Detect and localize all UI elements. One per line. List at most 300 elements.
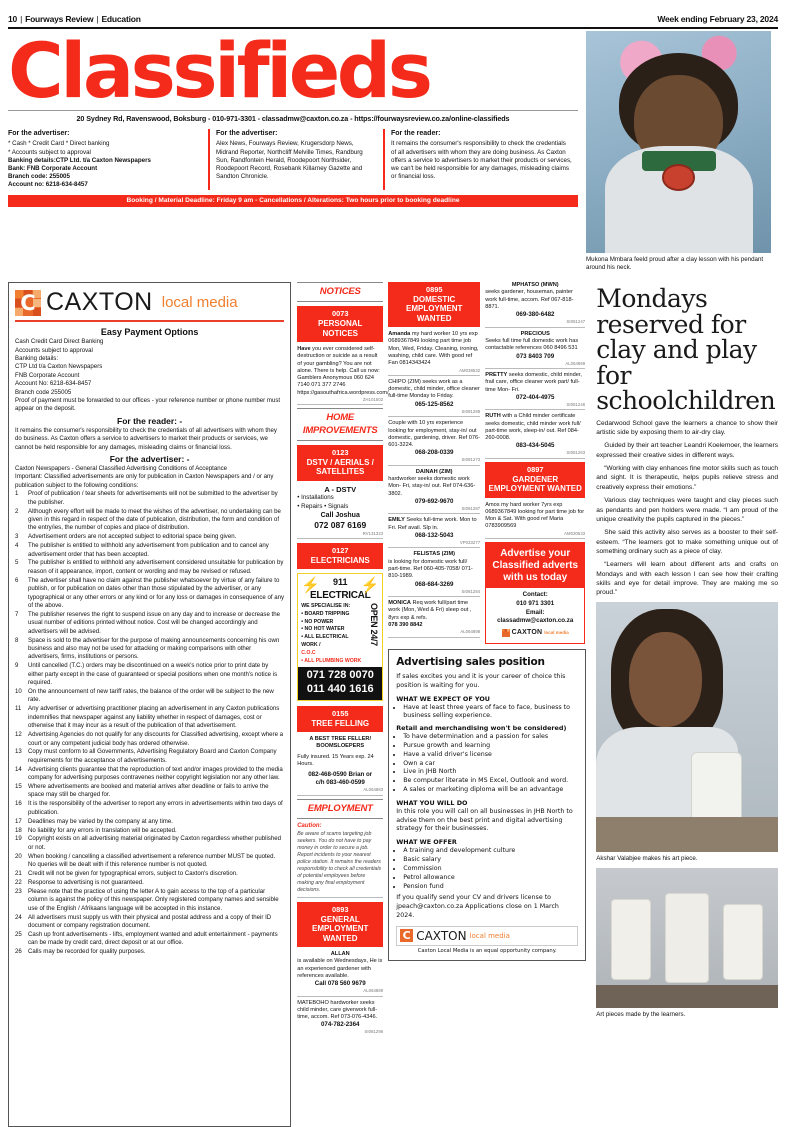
condition-number: 11 bbox=[15, 705, 22, 713]
condition-number: 17 bbox=[15, 817, 22, 825]
payment-line-4: FNB Corporate Account bbox=[15, 371, 80, 379]
condition-text: The publisher reserves the right to suspend issue on any day and to increase or decrease the usual number of editions printed without notice. Cost will be changed accordingly and advertisers will be advised. bbox=[28, 610, 281, 635]
sales-equal-opportunity-note: Caxton Local Media is an equal opportunity company. bbox=[417, 947, 557, 954]
info-col-1-line-2: * Accounts subject to approval bbox=[8, 148, 91, 156]
head-domestic-title: DOMESTIC EMPLOYMENT WANTED bbox=[405, 294, 463, 323]
head-personal-notices-title: PERSONAL NOTICES bbox=[317, 319, 363, 338]
info-col-reader bbox=[383, 129, 578, 189]
head-gardener-num: 0897 bbox=[526, 464, 544, 474]
article-paragraph: She said this activity also serves as a booster to their self-esteem. “The learners got to make something unique out of something ordinary such as a piece of clay. bbox=[596, 529, 778, 555]
condition-text: The advertiser shall have no claim against the publisher whatsoever by virtue of any failure to publish, or for publication on dates other than those stipulated by the advertiser, or any typographical or any other errors or any kind or for any loss or damages in consequence of any of the above. bbox=[28, 576, 285, 609]
advertiser-intro-1: Important: Classified advertisements are only for publication in Caxton Newspapers and / or any publication subject to the following conditions: bbox=[15, 473, 274, 489]
caution-body: Be aware of scams targeting job seekers. You do not have to pay money in order to secure a job. Report incidents to your nearest police station. It remains the readers responsibility to check all credentials of potential employees before making any final employment decisions. bbox=[297, 830, 382, 893]
promo-headline: Advertise your Classified adverts with us today bbox=[486, 543, 584, 588]
condition-number: 21 bbox=[15, 870, 22, 878]
ad-tree-feller[interactable] bbox=[297, 736, 383, 796]
condition-item bbox=[15, 542, 284, 559]
col3-ads-list bbox=[485, 282, 585, 459]
info-col-2-body: Alex News, Fourways Review, Krugersdorp News, Midrand Reporter, Northcliff Melville Times, Randburg Sun, Randfontein Herald, Roodepoort Northsider, Roodepoort Record, Rosebank Killarney Gazette and Sandton Chronicle. bbox=[216, 140, 363, 181]
lightning-bolt-icon-left: ⚡ bbox=[301, 577, 320, 595]
classified-column-2 bbox=[388, 282, 480, 649]
sales-caxton-logo bbox=[396, 926, 578, 946]
ad-phone[interactable]: 065-125-8562 bbox=[414, 400, 454, 408]
condition-text: Copy must conform to all Governments, Advertising Regulatory Board and Caxton Company requirements for the acceptance of advertisements. bbox=[28, 748, 277, 764]
ad-phone[interactable]: 069-380-6482 bbox=[515, 311, 555, 319]
condition-text: Please note that the practice of using the letter A to gain access to the top of a particular column is against the policy of this newspaper. Only registered company names and sensible use of the English / Afrikaans language will be accepted in this instance. bbox=[28, 887, 279, 912]
ad-phone[interactable]: 068-684-3269 bbox=[414, 580, 454, 588]
classified-ad[interactable] bbox=[485, 282, 585, 328]
condition-item bbox=[15, 705, 284, 730]
info-columns bbox=[8, 129, 578, 189]
condition-number: 15 bbox=[15, 783, 22, 791]
ad-911-open-24-7: OPEN 24/7 bbox=[369, 603, 380, 646]
condition-number: 12 bbox=[15, 731, 22, 739]
payment-line-2: Banking details: bbox=[15, 354, 59, 362]
info-col-1-line-1: * Cash * Credit Card * Direct banking bbox=[8, 140, 110, 148]
classified-column-1 bbox=[297, 282, 389, 1127]
ad-phone[interactable]: 079-692-9670 bbox=[414, 497, 454, 505]
condition-text: Proof of publication / tear sheets for advertisements will not be submitted to the advertiser by the publisher. bbox=[28, 490, 278, 506]
conditions-list bbox=[15, 490, 284, 956]
article-headline: Mondays reserved for clay and play for schoolchildren bbox=[596, 284, 776, 416]
ad-name: EMILY bbox=[388, 517, 405, 524]
condition-text: Until cancelled (T.C.) orders may be discontinued on a week's notice prior to print date by either party except in the case of guaranteed or special positions when one month's notice is required. bbox=[28, 662, 278, 687]
condition-text: Copyright exists on all advertising material originated by Caxton regardless whether published or not. bbox=[28, 835, 282, 851]
caxton-logo-word: CAXTON bbox=[46, 288, 153, 317]
list-item: • Petrol allowance bbox=[403, 874, 578, 883]
ad-phone[interactable]: 078 390 8842 bbox=[388, 621, 423, 628]
info-col-1-bank-1: Banking details:CTP Ltd. t/a Caxton Newspapers bbox=[8, 156, 151, 164]
ad-reference: SI081263 bbox=[566, 450, 586, 456]
ad-allan-body: is available on Wednesdays, He is an experienced gardener with references available. bbox=[297, 958, 383, 979]
ad-phone[interactable]: 073 8403 709 bbox=[516, 352, 555, 360]
ad-allan-ref: AL064889 bbox=[363, 988, 384, 994]
sales-intro: If sales excites you and it is your career of choice this position is waiting for you. bbox=[396, 672, 566, 689]
list-item: • Live in JHB North bbox=[403, 768, 578, 777]
condition-number: 4 bbox=[15, 542, 19, 550]
info-col-2-heading: For the advertiser: bbox=[216, 130, 278, 138]
classified-ad[interactable] bbox=[388, 469, 480, 515]
ad-reference: SI081247 bbox=[566, 319, 586, 325]
ad-name: Amanda bbox=[388, 331, 411, 338]
condition-number: 1 bbox=[15, 490, 19, 498]
sales-expect-list-2 bbox=[396, 733, 578, 795]
classified-ad[interactable] bbox=[388, 420, 480, 466]
ad-dstv-ref: RV131323 bbox=[362, 530, 384, 536]
condition-text: The publisher is entitled to withhold any advertisement considered unsuitable for publication by reason of it appearance, import, content or wording and may be revised or refused. bbox=[28, 559, 284, 575]
sales-expect-item-0: • Have at least three years of face to face, business to business selling experience. bbox=[403, 704, 578, 722]
head-tree-felling[interactable] bbox=[297, 706, 383, 732]
employment-caution-notice bbox=[297, 823, 383, 898]
ad-name: DAINAH (ZIM) bbox=[415, 468, 453, 475]
header-separator-2: | bbox=[96, 14, 99, 24]
article-paragraph: Cedarwood School gave the learners a chance to show their artistic side by exposing them to air-dry clay. bbox=[596, 419, 778, 436]
classified-ad[interactable] bbox=[388, 551, 480, 597]
sales-expect-list-1 bbox=[396, 704, 578, 722]
masthead-title: Classifieds bbox=[8, 26, 430, 115]
head-tree-title: TREE FELLING bbox=[311, 718, 370, 728]
head-general-num: 0893 bbox=[331, 904, 349, 914]
head-gardener-employment-wanted[interactable] bbox=[485, 462, 585, 498]
condition-item bbox=[15, 879, 284, 887]
sales-caxton-word: CAXTON bbox=[416, 928, 467, 943]
ad-mateboho-phone[interactable]: 074-782-2364 bbox=[320, 1021, 360, 1029]
condition-item bbox=[15, 766, 284, 783]
condition-item bbox=[15, 637, 284, 662]
promo-contact-label: Contact: bbox=[522, 591, 548, 599]
ad-911-number: 911 bbox=[332, 577, 348, 588]
ad-911-phone-2[interactable]: 011 440 1616 bbox=[306, 683, 374, 696]
ad-tree-phone-1[interactable]: 082-468-0590 Brian or bbox=[308, 771, 373, 779]
condition-text: Although every effort will be made to meet the wishes of the advertiser, no undertaking can be given in this regard in respect of the date of publication, distribution, the form and condition of the entry/ies, the number of copies and place of distribution. bbox=[28, 507, 281, 532]
ad-body: Couple with 10 yrs experience looking for employment, stay-in/ out domestic, gardening, driver. Ref 076-601-3224. bbox=[388, 420, 480, 449]
ad-911-title: ELECTRICAL bbox=[310, 590, 371, 602]
head-electricians[interactable] bbox=[297, 543, 383, 569]
condition-item bbox=[15, 800, 284, 817]
photo-caption-3: Art pieces made by the learners. bbox=[596, 1010, 686, 1018]
head-personal-notices[interactable] bbox=[297, 306, 383, 342]
promo-caxton-logo bbox=[488, 628, 582, 640]
condition-text: Cash up front advertisements - lifts, employment wanted and adult entertainment - payments can be made by credit card, direct deposit or at our office. bbox=[28, 930, 278, 947]
head-dstv-num: 0123 bbox=[331, 448, 349, 458]
article-paragraph: “Working with clay enhances fine motor skills such as touch and sight. It is therapeutic, helps pupils relieve stress and creatively express their emotions.” bbox=[596, 465, 778, 491]
condition-item bbox=[15, 818, 284, 826]
ad-allan-name: ALLAN bbox=[330, 951, 350, 958]
head-tree-num: 0155 bbox=[331, 708, 349, 718]
condition-item bbox=[15, 853, 284, 870]
condition-text: Deadlines may be varied by the company at any time. bbox=[28, 817, 173, 825]
article-body bbox=[596, 286, 778, 598]
promo-email[interactable]: classadmw@caxton.co.za bbox=[497, 617, 574, 625]
caxton-logo-rule bbox=[15, 320, 284, 322]
category-notices: NOTICES bbox=[297, 282, 383, 302]
condition-item bbox=[15, 827, 284, 835]
ad-reference: SI081273 bbox=[461, 457, 481, 463]
list-item: • Commission bbox=[403, 865, 578, 874]
condition-number: 18 bbox=[15, 826, 22, 834]
ad-body: is looking for domestic work full/ part-time. Ref 060-405-7058/ 071-810-1989. bbox=[388, 558, 473, 580]
sales-expect-bold: Retail and merchandising won't be considered) bbox=[396, 724, 567, 733]
ad-phone[interactable]: 072-404-4975 bbox=[515, 393, 555, 401]
condition-number: 19 bbox=[15, 835, 22, 843]
condition-item bbox=[15, 783, 284, 800]
domestic-ads-list bbox=[388, 331, 480, 637]
promo-caxton-logo-icon bbox=[502, 629, 510, 637]
classified-ad[interactable] bbox=[485, 331, 585, 369]
condition-item bbox=[15, 662, 284, 687]
condition-number: 6 bbox=[15, 576, 19, 584]
condition-number: 9 bbox=[15, 662, 19, 670]
ad-911-specialise-label: WE SPECIALISE IN: bbox=[301, 603, 351, 610]
ad-allan-phone[interactable]: Call 078 560 9679 bbox=[314, 980, 366, 988]
payment-heading: Easy Payment Options bbox=[100, 327, 199, 338]
category-employment: EMPLOYMENT bbox=[297, 799, 383, 819]
terms-and-conditions-box bbox=[8, 282, 291, 1127]
ad-amos-ref: AM030533 bbox=[564, 530, 586, 536]
condition-number: 24 bbox=[15, 913, 22, 921]
ad-dstv-phone[interactable]: 072 087 6169 bbox=[314, 519, 367, 530]
condition-text: All advertisers must supply us with their physical and postal address and a copy of their ID document or company registration document. bbox=[28, 913, 272, 930]
condition-item bbox=[15, 888, 284, 913]
condition-item bbox=[15, 731, 284, 748]
sales-title: Advertising sales position bbox=[396, 655, 545, 668]
condition-number: 13 bbox=[15, 748, 22, 756]
ad-reference: AL064898 bbox=[460, 629, 481, 635]
right-rail-article bbox=[596, 282, 778, 1127]
article-paragraph: Various clay techniques were taught and clay pieces such as pendants and pen holders were made. “I am proud of the unique creativity the pupils captured in the pieces.” bbox=[596, 497, 778, 523]
ad-name: MONICA bbox=[388, 600, 411, 607]
ad-mateboho-ref: SI081296 bbox=[364, 1029, 384, 1035]
condition-item bbox=[15, 577, 284, 611]
condition-text: The publisher is entitled to withhold any advertisement from publication and to cancel any advertisement order that has been accepted. bbox=[28, 542, 269, 558]
ad-911-phone-1[interactable]: 071 728 0070 bbox=[306, 669, 374, 682]
advertising-sales-position-box[interactable] bbox=[388, 649, 586, 961]
advertiser-heading: For the advertiser: - bbox=[109, 454, 190, 464]
ad-mateboho[interactable] bbox=[297, 1000, 383, 1037]
condition-number: 25 bbox=[15, 930, 22, 938]
condition-number: 5 bbox=[15, 559, 19, 567]
classified-column-3 bbox=[485, 282, 585, 649]
ad-gamblers-body: you ever considered self-destruction or suicide as a result of your gambling? You are not alone. There is help. Call us now: Gamblers Anonymous 060 624 7140 071 377 2746 https://gasouthafrica.wordpress.com/ bbox=[297, 346, 389, 396]
photo-caption-2: Akshar Valabjee makes his art piece. bbox=[596, 854, 698, 862]
info-col-1-heading: For the advertiser: bbox=[8, 130, 70, 138]
page-header bbox=[8, 0, 778, 29]
ad-reference: VP033277 bbox=[459, 540, 481, 546]
classified-ad[interactable] bbox=[388, 379, 480, 417]
promo-phone[interactable]: 010 971 3301 bbox=[516, 600, 555, 608]
condition-number: 22 bbox=[15, 879, 22, 886]
list-item: • Be computer literate in MS Excel, Outlook and word. bbox=[403, 777, 578, 786]
ad-name: PRETTY bbox=[485, 372, 508, 379]
sales-caxton-sub: local media bbox=[469, 931, 510, 940]
head-electricians-title: ELECTRICIANS bbox=[310, 555, 370, 565]
ad-name: RUTH bbox=[485, 413, 501, 420]
ad-gamblers-lead: Have bbox=[297, 346, 311, 353]
ad-tree-body: Fully insured. 15 Years exp. 24 Hours. bbox=[297, 753, 374, 767]
classified-ad[interactable] bbox=[388, 600, 480, 638]
condition-number: 2 bbox=[15, 507, 19, 515]
masthead-row bbox=[8, 26, 778, 277]
ad-tree-title-2: BOOMSLOEPERS bbox=[316, 743, 365, 750]
condition-text: On the announcement of new tariff rates, the balance of the order will be subject to the new rate. bbox=[28, 688, 274, 704]
ad-allan-gardener[interactable] bbox=[297, 951, 383, 997]
condition-text: Credit will not be given for typographical errors, subject to Caxton's discretion. bbox=[28, 870, 238, 878]
ad-gamblers-anonymous[interactable] bbox=[297, 346, 389, 405]
condition-number: 3 bbox=[15, 533, 19, 541]
condition-number: 26 bbox=[15, 948, 22, 956]
advertiser-intro-0: Caxton Newspapers - General Classified Advertising Conditions of Acceptance bbox=[15, 465, 228, 472]
sales-do-body: In this role you will call on all businesses in JHB North to advise them on the best print and digital advertising strategy for their businesses. bbox=[396, 807, 573, 833]
condition-item bbox=[15, 688, 284, 705]
head-gardener-title: GARDENER EMPLOYMENT WANTED bbox=[488, 474, 582, 494]
ad-body: RUTH with a Child minder certificate seeks domestic, child minder work full/ part-time work, sleep-in/ out. Ref 084-260-0008. bbox=[485, 413, 581, 442]
condition-item bbox=[15, 508, 284, 533]
promo-email-label: Email: bbox=[525, 608, 545, 616]
condition-number: 14 bbox=[15, 765, 22, 773]
condition-item bbox=[15, 835, 284, 852]
promo-caxton-word: CAXTON bbox=[511, 629, 543, 637]
caxton-logo-subtitle: local media bbox=[161, 294, 238, 312]
condition-number: 8 bbox=[15, 636, 19, 644]
photo-boy-with-pendant bbox=[586, 31, 771, 253]
condition-item bbox=[15, 559, 284, 576]
condition-item bbox=[15, 931, 284, 948]
condition-text: Where advertisements are booked and material arrives after deadline or fails to arrive the space may still be charged for. bbox=[28, 783, 269, 799]
condition-item bbox=[15, 914, 284, 931]
reader-heading: For the reader: - bbox=[117, 415, 183, 426]
ad-reference: AL064869 bbox=[565, 360, 586, 366]
caxton-logo-icon bbox=[15, 290, 41, 316]
head-personal-notices-num: 0073 bbox=[331, 309, 349, 319]
ad-tree-ref: AL064883 bbox=[363, 787, 384, 793]
ad-tree-phone-2[interactable]: c/h 083-460-0599 bbox=[315, 779, 365, 787]
article-paragraph: “Learners will learn about different arts and crafts on Mondays and with each lesson I can see how their crafting skills and eye for detail improve. They are making me so proud.” bbox=[596, 561, 778, 597]
ad-phone[interactable]: 068-132-5043 bbox=[414, 531, 454, 539]
ad-body: hardworker seeks domestic work Mon- Fri, stay-in/ out. Ref 074-636-3802. bbox=[388, 476, 476, 497]
head-general-employment-wanted[interactable] bbox=[297, 902, 383, 947]
photo-girl-making-art bbox=[596, 602, 778, 852]
photo-caption-1: Mukona Mmbara feeld proud after a clay lesson with his pendant around his neck. bbox=[586, 256, 764, 272]
head-dstv-aerials[interactable] bbox=[297, 445, 383, 481]
condition-number: 10 bbox=[15, 688, 22, 696]
caution-heading: Caution: bbox=[297, 823, 322, 830]
masthead bbox=[8, 26, 578, 277]
ad-dstv-line-1: • Installations bbox=[297, 494, 334, 502]
ad-phone[interactable]: 083-434-5045 bbox=[515, 442, 555, 450]
classified-ad[interactable] bbox=[485, 413, 585, 459]
condition-text: When booking / cancelling a classified advertisement a reference number MUST be quoted. No queries will be dealt with if this reference number is not quoted. bbox=[28, 852, 276, 869]
condition-text: Response to advertising is not guaranteed. bbox=[28, 879, 144, 886]
info-col-3-heading: For the reader: bbox=[391, 130, 441, 138]
ad-911-item-2: • NO HOT WATER bbox=[301, 626, 345, 633]
list-item: • Pension fund bbox=[403, 883, 578, 892]
condition-item bbox=[15, 948, 284, 956]
ad-body: Seeks full time full domestic work has contactable references 060 8496 531 bbox=[485, 337, 579, 352]
list-item: • Own a car bbox=[403, 760, 578, 769]
payment-line-1: Accounts subject to approval bbox=[15, 346, 93, 354]
condition-item bbox=[15, 611, 284, 636]
list-item: • Pursue growth and learning bbox=[403, 742, 578, 751]
ad-body: Amanda my hard worker 10 yrs exp 0689367849 looking part time job Mon, Wed, Friday. Cleaning, ironing, washing, child care. With good ref Fan 0814343424 bbox=[388, 331, 479, 367]
condition-text: Calls may be recorded for quality purposes. bbox=[28, 948, 146, 956]
head-general-title: GENERAL EMPLOYMENT WANTED bbox=[311, 914, 369, 943]
condition-number: 16 bbox=[15, 800, 22, 808]
classified-ad[interactable] bbox=[485, 372, 585, 410]
payment-line-5: Account No: 6218-634-8457 bbox=[15, 380, 92, 388]
ad-911-services bbox=[301, 603, 365, 665]
sales-do-heading: WHAT YOU WILL DO bbox=[396, 798, 468, 807]
condition-text: Space is sold to the advertiser for the purpose of making announcements concerning his own business and also may not be used for attacking or making comparisons with other advertisers, firms, institutions or persons. bbox=[28, 636, 280, 661]
masthead-contact-line: 20 Sydney Rd, Ravenswood, Boksburg - 010-971-3301 - classadmw@caxton.co.za - https://fourwaysreview.co.za/online-classifieds bbox=[8, 110, 578, 123]
promo-caxton-sub: local media bbox=[544, 629, 569, 635]
ad-amos-gardener[interactable] bbox=[485, 502, 585, 540]
list-item: • Have a valid driver's license bbox=[403, 751, 578, 760]
ad-name: PRECIOUS bbox=[520, 330, 550, 337]
ad-amos-body: Amos my hard worker 7yrs exp 0689367849 looking for part time job for Mon & Sat. With good ref Maria 0783909569 bbox=[485, 501, 585, 530]
condition-number: 23 bbox=[15, 887, 22, 895]
ad-mateboho-body: MATEBOHO hardworker seeks child minder, care giverwork full-time, accom. Ref 073-076-4346. bbox=[297, 999, 378, 1021]
sales-expect-heading: WHAT WE EXPECT OF YOU bbox=[396, 694, 490, 703]
ad-body: PRETTY seeks domestic, child minder, frail care, office cleaner work part/ full-time Mon- Fri. bbox=[485, 372, 582, 393]
category-home-improvements: HOME IMPROVEMENTS bbox=[297, 408, 383, 441]
ad-911-red-item-0: C.O.C bbox=[301, 649, 316, 656]
header-separator-1: | bbox=[20, 14, 23, 24]
info-col-advertiser-payment bbox=[8, 129, 208, 189]
condition-text: It is the responsibility of the advertiser to report any errors in advertisements within two days of publication. bbox=[28, 800, 283, 816]
sales-apply-text: If you qualify send your CV and drivers license to jpeach@caxton.co.za Applications close on 1 March 2024. bbox=[396, 894, 559, 919]
ad-name: FELISTAS (ZIM) bbox=[413, 551, 455, 558]
advertise-with-us-promo[interactable] bbox=[485, 542, 585, 644]
condition-number: 20 bbox=[15, 852, 22, 860]
condition-item bbox=[15, 490, 284, 507]
ad-name: MPHATSO (MWN) bbox=[511, 282, 559, 289]
ad-body: seeks gardener, houseman, painter work full-time, accom. Ref 067-818-8871. bbox=[485, 289, 574, 310]
condition-text: Advertising Agencies do not qualify for any discounts for Classified advertising, except where a court or any competent judicial body has ordered otherwise. bbox=[28, 731, 284, 747]
deadline-banner: Booking / Material Deadline: Friday 9 am - Cancellations / Alterations: Two hours prior to booking deadline bbox=[8, 195, 578, 207]
publication-name: Fourways Review bbox=[25, 14, 94, 24]
condition-text: No liability for any errors in translation will be accepted. bbox=[28, 826, 177, 834]
list-item: • A training and development culture bbox=[403, 847, 578, 856]
caxton-logo bbox=[15, 288, 284, 317]
condition-number: 7 bbox=[15, 610, 19, 618]
photo-clay-art-pieces bbox=[596, 868, 778, 1008]
classified-ad[interactable] bbox=[388, 331, 480, 376]
ad-reference: SI081246 bbox=[566, 401, 586, 407]
ad-body: MONICA Req work full/part time work (Mon, Wed & Fri) sleep out , 8yrs exp & refs. bbox=[388, 600, 472, 621]
info-col-1-bank-3: Branch code: 255005 bbox=[8, 173, 70, 181]
article-paragraph: Guided by their art teacher Leandri Koelemoer, the learners expressed their creative sides in different ways. bbox=[596, 442, 778, 459]
main-body bbox=[8, 282, 778, 1127]
ad-reference: SI081284 bbox=[461, 588, 481, 594]
list-item: • To have determination and a passion for sales bbox=[403, 733, 578, 742]
ad-tree-title-1: A BEST TREE FELLER/ bbox=[309, 736, 372, 743]
condition-item bbox=[15, 870, 284, 878]
info-col-3-body: It remains the consumer's responsibility to check the credentials of all advertisers with whom they are doing business. As Caxton offers a service to advertisers to market their products or services, we can't be held responsible for any damages, misleading claims or financial loss. bbox=[391, 140, 572, 181]
ad-911-electrical[interactable] bbox=[297, 573, 383, 701]
ad-phone[interactable]: 068-208-0339 bbox=[414, 449, 454, 457]
ad-a-dstv[interactable] bbox=[297, 485, 383, 539]
payment-line-6: Branch code 255005 bbox=[15, 388, 72, 396]
ad-body: EMILY Seeks full-time work. Mon to Fri. Ref avail. Slp in. bbox=[388, 517, 477, 531]
sales-caxton-logo-icon bbox=[400, 929, 413, 942]
ad-911-item-1: • NO POWER bbox=[301, 618, 334, 625]
ad-body: CHIPO (ZIM) seeks work as a domestic, child minder, office cleaner full-time Monday to Friday. bbox=[388, 378, 480, 400]
condition-text: Advertising clients guarantee that the reproduction of text and/or images provided to the media company for advertising purposes contravenes neither copyright legislation nor any other law. bbox=[28, 765, 283, 782]
page-number: 10 bbox=[8, 14, 18, 24]
info-col-1-bank-2: Bank: FNB Corporate Account bbox=[8, 164, 98, 172]
classified-ad[interactable] bbox=[388, 517, 480, 548]
sales-offer-heading: WHAT WE OFFER bbox=[396, 838, 457, 847]
ad-reference: SI081287 bbox=[461, 505, 481, 511]
payment-line-0: Cash Credit Card Direct Banking bbox=[15, 338, 104, 346]
ad-reference: AM039532 bbox=[459, 367, 481, 373]
condition-item bbox=[15, 533, 284, 541]
ad-dstv-line-2: • Repairs • Signals bbox=[297, 502, 349, 510]
ad-dstv-title: A - DSTV bbox=[324, 484, 357, 494]
ad-911-item-3: • ALL ELECTRICAL WORK / bbox=[301, 634, 349, 648]
lightning-bolt-icon-right: ⚡ bbox=[360, 577, 380, 595]
head-domestic-employment-wanted[interactable] bbox=[388, 282, 480, 327]
info-col-1-bank-4: Account no: 6218-634-8457 bbox=[8, 181, 88, 189]
issue-date: Week ending February 23, 2024 bbox=[657, 14, 778, 24]
reader-body: It remains the consumer's responsibility to check the credentials of all advertisers with whom they do business. As Caxton offers a service to advertisers to market their products or services, we cannot be held responsible for any damages, misleading claims or financial loss. bbox=[15, 426, 277, 451]
ad-dstv-call: Call Joshua bbox=[320, 511, 360, 519]
ad-gamblers-ref: ZH101502 bbox=[362, 396, 384, 402]
condition-text: Advertisement orders are not accepted subject to editorial space being given. bbox=[28, 533, 237, 541]
head-dstv-title: DSTV / AERIALS / SATELLITES bbox=[306, 457, 374, 477]
ad-911-red-item-1: • ALL PLUMBING WORK bbox=[301, 657, 362, 664]
article-paragraphs bbox=[596, 419, 778, 598]
